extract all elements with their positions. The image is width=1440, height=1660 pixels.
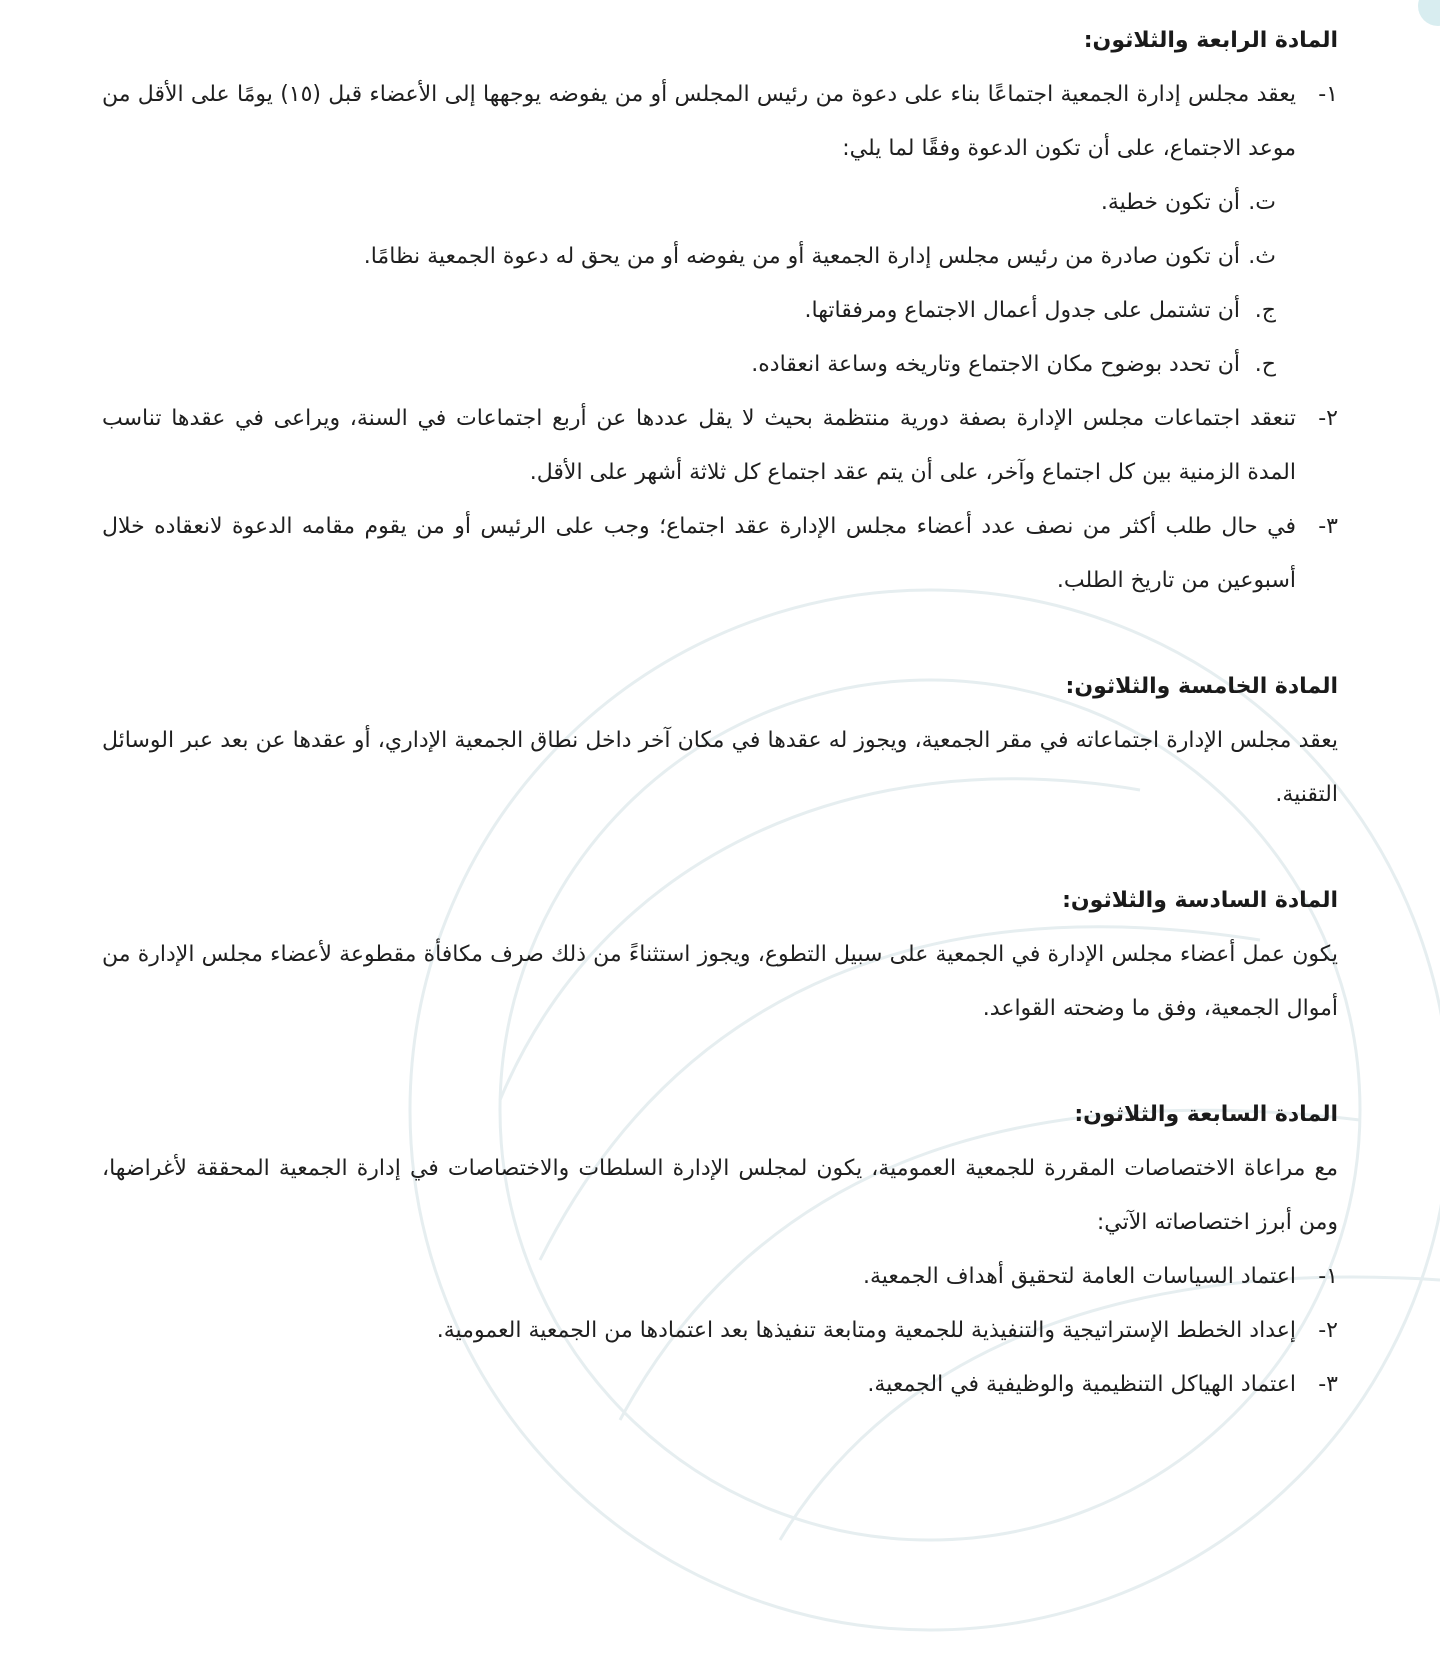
article-body: يعقد مجلس الإدارة اجتماعاته في مقر الجمعية، ويجوز له عقدها في مكان آخر داخل نطاق الجمعية الإداري، أو عقدها عن بعد عبر الوسائل التقنية. (102, 728, 1338, 807)
item-text: اعتماد الهياكل التنظيمية والوظيفية في الجمعية. (867, 1372, 1296, 1397)
article-body: يكون عمل أعضاء مجلس الإدارة في الجمعية على سبيل التطوع، ويجوز استثناءً من ذلك صرف مكافأة مقطوعة لأعضاء مجلس الإدارة من أموال الجمعية، وفق ما وضحته القواعد. (102, 942, 1338, 1021)
sub-item-letter: ث. (1248, 244, 1276, 269)
document-page (102, 14, 1338, 1412)
sub-item-letter: ج. (1254, 298, 1276, 323)
item-number: ١- (1318, 82, 1338, 107)
sub-list-item (102, 176, 1276, 230)
item-number: ٢- (1318, 406, 1338, 431)
sub-item-letter: ح. (1254, 352, 1276, 377)
list-item (102, 1304, 1338, 1358)
sub-item-text: أن تشتمل على جدول أعمال الاجتماع ومرفقاتها. (804, 298, 1240, 323)
item-text: تنعقد اجتماعات مجلس الإدارة بصفة دورية منتظمة بحيث لا يقل عددها عن أربع اجتماعات في السنة، ويراعى في عقدها تناسب المدة الزمنية بين كل اجتماع وآخر، على أن يتم عقد اجتماع كل ثلاثة أشهر على الأقل. (102, 406, 1296, 485)
item-text: اعتماد السياسات العامة لتحقيق أهداف الجمعية. (862, 1264, 1296, 1289)
sub-item-text: أن تكون خطية. (1100, 190, 1240, 215)
list-item (102, 500, 1338, 608)
list-item (102, 1250, 1338, 1304)
list-item (102, 1358, 1338, 1412)
article-title: المادة الخامسة والثلاثون: (1065, 674, 1338, 699)
list-item (102, 68, 1338, 176)
item-text: إعداد الخطط الإستراتيجية والتنفيذية للجمعية ومتابعة تنفيذها بعد اعتمادها من الجمعية العمومية. (436, 1318, 1296, 1343)
sub-list-item (102, 284, 1276, 338)
article-34 (102, 14, 1338, 608)
item-text: في حال طلب أكثر من نصف عدد أعضاء مجلس الإدارة عقد اجتماع؛ وجب على الرئيس أو من يقوم مقامه الدعوة لانعقاده خلال أسبوعين من تاريخ الطلب. (102, 514, 1296, 593)
sub-list (102, 176, 1276, 392)
article-body: مع مراعاة الاختصاصات المقررة للجمعية العمومية، يكون لمجلس الإدارة السلطات والاختصاصات في إدارة الجمعية المحققة لأغراضها، ومن أبرز اختصاصاته الآتي: (102, 1156, 1338, 1235)
article-36 (102, 874, 1338, 1036)
item-number: ٢- (1318, 1318, 1338, 1343)
item-number: ١- (1318, 1264, 1338, 1289)
item-number: ٣- (1318, 1372, 1338, 1397)
sub-item-text: أن تكون صادرة من رئيس مجلس إدارة الجمعية أو من يفوضه أو من يحق له دعوة الجمعية نظامًا. (363, 244, 1240, 269)
sub-item-text: أن تحدد بوضوح مكان الاجتماع وتاريخه وساعة انعقاده. (751, 352, 1240, 377)
article-title: المادة الرابعة والثلاثون: (1083, 28, 1338, 53)
sub-list-item (102, 338, 1276, 392)
article-37 (102, 1088, 1338, 1412)
article-35 (102, 660, 1338, 822)
sub-item-letter: ت. (1248, 190, 1276, 215)
section-spacer (102, 1036, 1338, 1088)
article-title: المادة السابعة والثلاثون: (1074, 1102, 1338, 1127)
sub-list-item (102, 230, 1276, 284)
article-title: المادة السادسة والثلاثون: (1062, 888, 1338, 913)
section-spacer (102, 822, 1338, 874)
corner-decoration (1418, 0, 1440, 26)
list-item (102, 392, 1338, 500)
item-number: ٣- (1318, 514, 1338, 539)
section-spacer (102, 608, 1338, 660)
item-text: يعقد مجلس إدارة الجمعية اجتماعًا بناء على دعوة من رئيس المجلس أو من يفوضه يوجهها إلى الأعضاء قبل (١٥) يومًا على الأقل من موعد الاجتماع، على أن تكون الدعوة وفقًا لما يلي: (102, 82, 1296, 161)
